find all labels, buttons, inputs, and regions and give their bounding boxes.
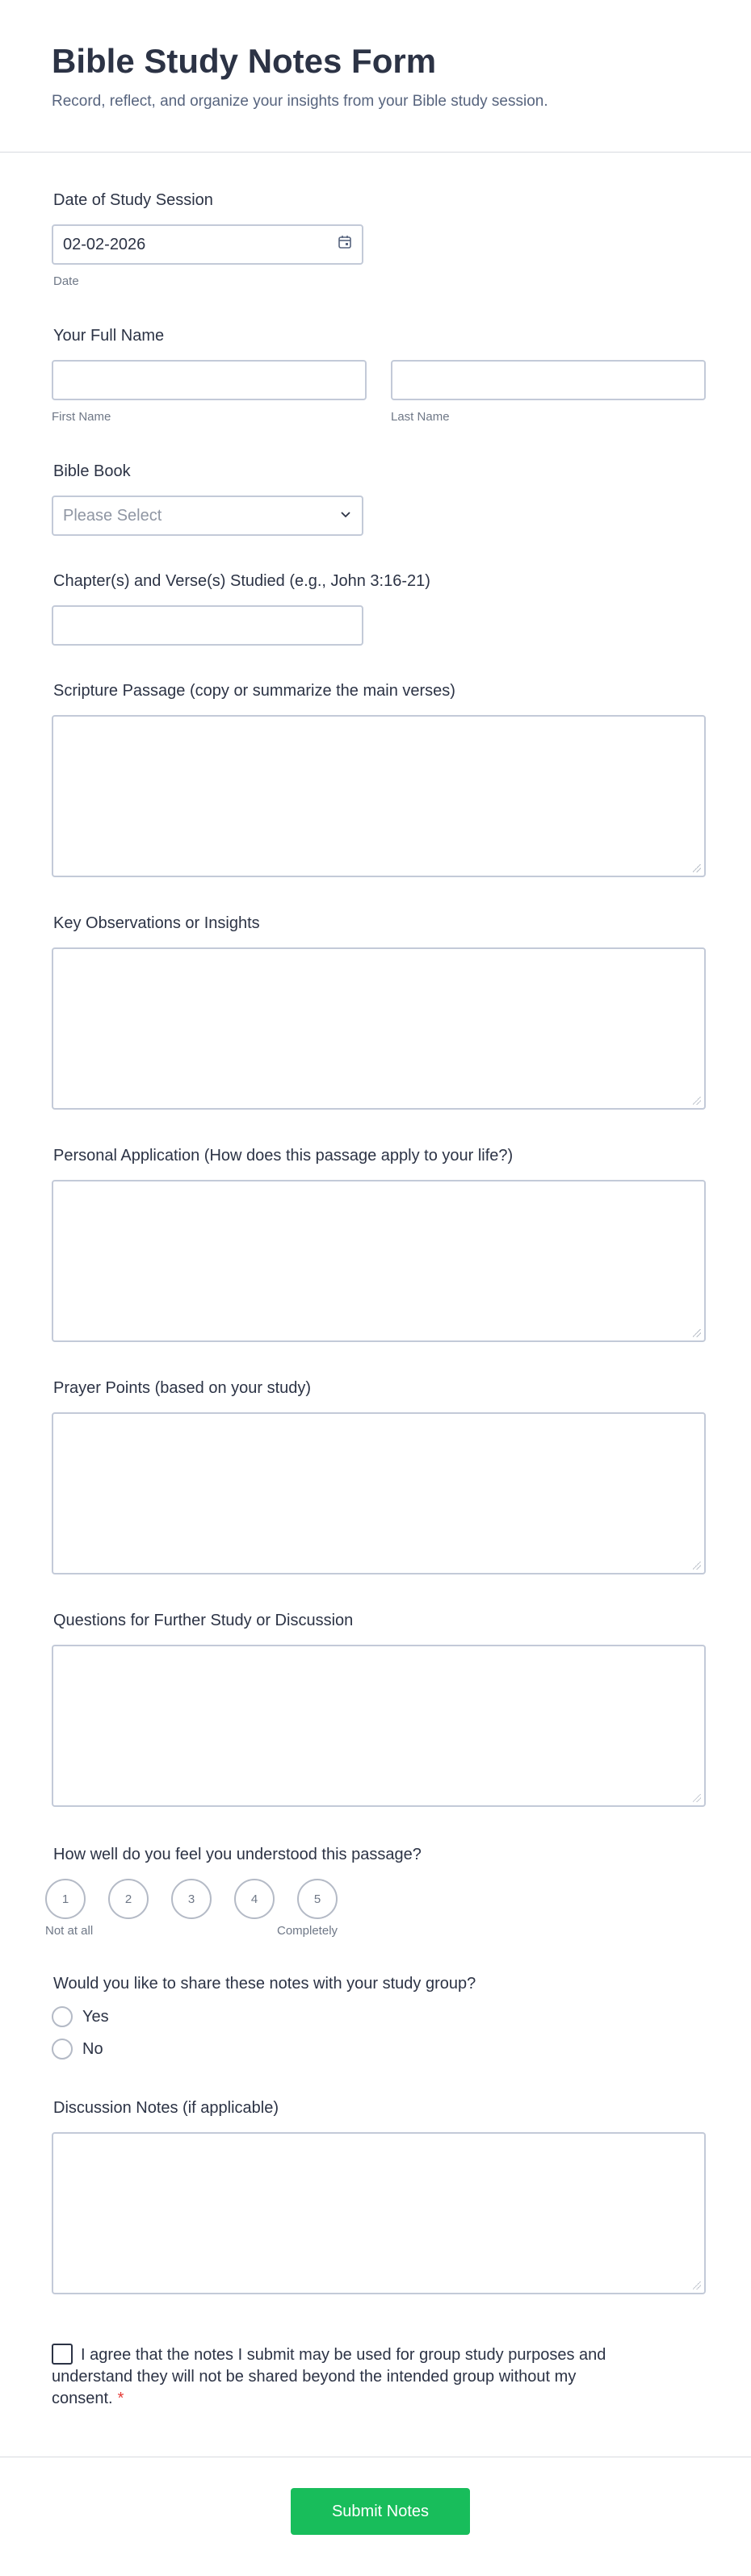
book-label: Bible Book bbox=[53, 462, 131, 480]
date-field bbox=[53, 190, 368, 289]
scripture-label: Scripture Passage (copy or summarize the main verses) bbox=[53, 682, 455, 700]
share-option-yes[interactable] bbox=[52, 2006, 707, 2027]
discussion-field bbox=[53, 2098, 707, 2294]
radio-yes-label: Yes bbox=[82, 2007, 109, 2026]
rating-option-3[interactable]: 3 bbox=[171, 1879, 212, 1919]
first-name-input[interactable] bbox=[52, 360, 367, 400]
submit-button[interactable]: Submit Notes bbox=[291, 2488, 470, 2535]
date-value: 02-02-2026 bbox=[63, 235, 146, 253]
scripture-field bbox=[53, 681, 707, 877]
radio-no-label: No bbox=[82, 2039, 103, 2058]
application-label: Personal Application (How does this passage apply to your life?) bbox=[53, 1147, 514, 1165]
date-sublabel: Date bbox=[53, 274, 79, 288]
required-mark: * bbox=[117, 2390, 124, 2407]
share-option-no[interactable] bbox=[52, 2039, 707, 2060]
consent-checkbox[interactable] bbox=[52, 2344, 73, 2365]
rating-field bbox=[45, 1845, 707, 1940]
form-title: Bible Study Notes Form bbox=[52, 42, 437, 80]
share-field bbox=[53, 1974, 707, 2060]
scripture-textarea[interactable] bbox=[52, 715, 706, 877]
prayer-label: Prayer Points (based on your study) bbox=[53, 1379, 312, 1397]
calendar-icon[interactable] bbox=[338, 235, 352, 254]
observations-label: Key Observations or Insights bbox=[53, 914, 260, 932]
observations-textarea[interactable] bbox=[52, 947, 706, 1110]
book-placeholder: Please Select bbox=[63, 506, 162, 525]
rating-low-label: Not at all bbox=[45, 1924, 94, 1938]
questions-field bbox=[53, 1611, 707, 1807]
rating-label: How well do you feel you understood this passage? bbox=[53, 1846, 422, 1863]
share-label: Would you like to share these notes with your study group? bbox=[53, 1975, 476, 1993]
book-select[interactable] bbox=[52, 496, 363, 536]
rating-option-2[interactable]: 2 bbox=[108, 1879, 149, 1919]
chevron-down-icon bbox=[339, 507, 352, 525]
rating-option-1[interactable]: 1 bbox=[45, 1879, 86, 1919]
discussion-label: Discussion Notes (if applicable) bbox=[53, 2099, 279, 2117]
observations-field bbox=[53, 914, 707, 1110]
questions-label: Questions for Further Study or Discussion bbox=[53, 1612, 354, 1629]
name-field bbox=[53, 326, 707, 424]
consent-text: I agree that the notes I submit may be used for group study purposes and understand they will not be shared beyond the intended group without my consent. bbox=[52, 2346, 606, 2407]
chapter-field bbox=[53, 571, 506, 646]
name-label: Your Full Name bbox=[53, 327, 165, 345]
prayer-field bbox=[53, 1378, 707, 1574]
rating-high-label: Completely bbox=[277, 1924, 338, 1938]
form-footer bbox=[0, 2457, 751, 2576]
date-input[interactable] bbox=[52, 224, 363, 265]
prayer-textarea[interactable] bbox=[52, 1412, 706, 1574]
application-field bbox=[53, 1146, 707, 1342]
date-label: Date of Study Session bbox=[53, 191, 213, 209]
last-name-sublabel: Last Name bbox=[391, 410, 450, 424]
rating-option-5[interactable]: 5 bbox=[297, 1879, 338, 1919]
radio-yes[interactable] bbox=[52, 2006, 73, 2027]
consent-field bbox=[52, 2344, 706, 2410]
first-name-sublabel: First Name bbox=[52, 410, 111, 424]
rating-option-4[interactable]: 4 bbox=[234, 1879, 275, 1919]
questions-textarea[interactable] bbox=[52, 1645, 706, 1807]
chapter-label: Chapter(s) and Verse(s) Studied (e.g., John 3:16-21) bbox=[53, 572, 430, 590]
radio-no[interactable] bbox=[52, 2039, 73, 2060]
last-name-input[interactable] bbox=[391, 360, 706, 400]
form-header bbox=[0, 0, 751, 153]
application-textarea[interactable] bbox=[52, 1180, 706, 1342]
rating-scale bbox=[45, 1879, 707, 1919]
form-subtitle: Record, reflect, and organize your insights from your Bible study session. bbox=[52, 93, 548, 110]
book-field bbox=[53, 462, 368, 536]
chapter-input[interactable] bbox=[52, 605, 363, 646]
discussion-textarea[interactable] bbox=[52, 2132, 706, 2294]
